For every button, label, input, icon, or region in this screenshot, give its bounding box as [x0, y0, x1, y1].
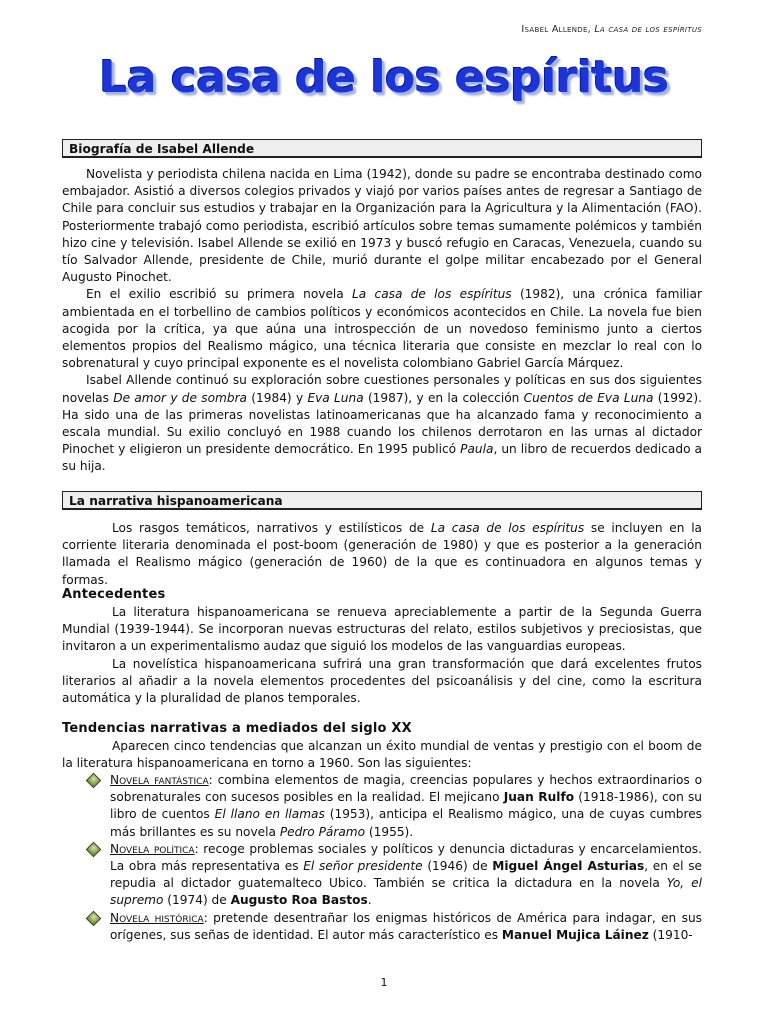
- paragraph: La literatura hispanoamericana se renueva apreciablemente a partir de la Segunda Guerra Mundial (1939-1944). Se incorporan nuevas estructuras del relato, estilos subjetivos y preciosistas, que invitaron a un experimentalismo audaz que siguió los modelos de las vanguardias europeas.: [62, 605, 702, 654]
- text-span: (1974) de: [163, 893, 231, 908]
- paragraph: [62, 286, 702, 372]
- text-span: (1987), y en la colección: [363, 390, 524, 405]
- text-span: Los rasgos temáticos, narrativos y estilísticos de: [112, 521, 431, 535]
- text-span: En el exilio escribió su primera novela: [86, 287, 353, 302]
- diamond-bullet-icon: [86, 910, 102, 926]
- narrativa-text: [62, 520, 702, 589]
- text-span: , en el se repudia al dictador guatemalteco Ubico. También se critica la dictadura en la novela: [110, 859, 703, 891]
- header-author: Isabel Allende,: [521, 24, 592, 35]
- list-item-lead: Novela política: [110, 841, 195, 856]
- author-name: Juan Rulfo: [503, 790, 575, 805]
- list-item: [88, 910, 702, 944]
- author-name: Manuel Mujica Láinez: [501, 927, 649, 942]
- page-title: La casa de los espíritus: [99, 52, 669, 103]
- tendencias-intro: [62, 738, 702, 772]
- text-span: (1992). Ha sido una de las primeras novelistas latinoamericanas que ha alcanzado fama y reconocimiento a escala mundial. Su exilio concluyó en 1988 cuando los chilenos derrotaron en las urnas al dictador Pinochet y eligieron un presidente democrático. En 1995 publicó: [62, 390, 702, 457]
- text-span: : recoge problemas sociales y políticos y denuncia dictaduras y encarcelamientos. La obra más representativa es: [110, 841, 702, 874]
- book-title: El señor presidente: [303, 859, 423, 874]
- list-item-lead: Novela fantástica: [110, 773, 209, 787]
- text-span: (1955).: [365, 824, 414, 839]
- text-span: se incluyen en la corriente literaria denominada el post-boom (generación de 1980) y que es posterior a la generación llamada el Realismo mágico (generación de 1960) de la que es continuadora en algunos temas y formas.: [62, 521, 703, 587]
- diamond-bullet-icon: [86, 773, 102, 789]
- list-item-lead: Novela histórica: [110, 910, 204, 925]
- text-span: Isabel Allende continuó su exploración sobre cuestiones personales y políticas en sus dos siguientes novelas: [62, 373, 702, 405]
- running-header: [521, 24, 702, 35]
- book-title: Pedro Páramo: [279, 824, 366, 839]
- subheading-tendencias: Tendencias narrativas a mediados del siglo XX: [62, 721, 412, 736]
- text-span: (1984) y: [247, 390, 308, 405]
- paragraph: [62, 520, 702, 589]
- section-heading-narrativa: [62, 491, 702, 510]
- book-title: El llano en llamas: [214, 807, 325, 822]
- text-span: : pretende desentrañar los enigmas históricos de América para indagar, en sus orígenes, sus señas de identidad. El autor más característico es: [110, 910, 702, 942]
- diamond-bullet-icon: [86, 842, 102, 858]
- text-span: (1953), anticipa el Realismo mágico, una de cuyas cumbres más brillantes es su novela: [110, 807, 702, 839]
- book-title: Paula: [460, 442, 494, 457]
- book-title: De amor y de sombra: [113, 390, 247, 405]
- paragraph: Aparecen cinco tendencias que alcanzan un éxito mundial de ventas y prestigio con el boom de la literatura hispanoamericana en torno a 1960. Son las siguientes:: [62, 739, 702, 771]
- section-heading-text: La narrativa hispanoamericana: [69, 494, 283, 508]
- header-book-title: La casa de los espíritus: [594, 24, 702, 35]
- text-span: (1918-1986), con su libro de cuentos: [110, 790, 703, 822]
- list-item: [88, 772, 702, 841]
- text-span: (1982), una crónica familiar ambientada en el torbellino de cambios políticos y económicos acontecidos en Chile. La novela fue bien acogida por la crítica, ya que aúna una introspección de un novedoso feminismo junto a ciertos elementos propios del Realismo mágico, una técnica literaria que consiste en mezclar lo real con lo sobrenatural y cuyo principal exponente es el novelista colombiano Gabriel García Márquez.: [62, 287, 702, 371]
- text-span: , un libro de recuerdos dedicado a su hija.: [62, 442, 702, 474]
- paragraph: La novelística hispanoamericana sufrirá una gran transformación que dará excelentes frutos literarios al añadir a la novela elementos procedentes del psicoanálisis y del cine, como la escritura automática y la pluralidad de planos temporales.: [62, 656, 702, 706]
- text-span: Novelista y periodista chilena nacida en Lima (1942), donde su padre se encontraba destinado como embajador. Asistió a diversos colegios privados y viajó por varios países antes de regresar a Santiago de Chile para concluir sus estudios y trabajar en la Organización para la Agricultura y la Alimentación (FAO). Posteriormente trabajó como periodista, escribió artículos sobre temas sumamente polémicos y también hizo cine y televisión. Isabel Allende se exilió en 1973 y buscó refugio en Caracas, Venezuela, cuando su tío Salvador Allende, presidente de Chile, murió durante el golpe militar encabezado por el General Augusto Pinochet.: [62, 167, 702, 285]
- book-title: Cuentos de Eva Luna: [523, 390, 654, 405]
- antecedentes-text: [62, 604, 702, 707]
- biografia-text: [62, 166, 702, 476]
- section-heading-text: Biografía de Isabel Allende: [69, 142, 255, 156]
- section-heading-biografia: [62, 139, 702, 158]
- tendencias-list: [88, 772, 702, 944]
- book-title: Eva Luna: [307, 390, 364, 405]
- page-number: 1: [380, 976, 388, 989]
- paragraph: [62, 372, 702, 475]
- list-item: [88, 841, 702, 910]
- book-title: Yo, el supremo: [110, 876, 702, 908]
- book-title: La casa de los espíritus: [430, 521, 585, 535]
- book-title: La casa de los espíritus: [352, 287, 512, 302]
- text-span: .: [367, 893, 372, 908]
- text-span: : combina elementos de magia, creencias populares y hechos extraordinarios o sobrenaturales con sucesos posibles en la realidad. El mejicano: [110, 773, 702, 805]
- paragraph: [62, 166, 702, 286]
- author-name: Miguel Ángel Asturias: [492, 859, 645, 874]
- author-name: Augusto Roa Bastos: [230, 893, 368, 908]
- text-span: (1946) de: [422, 859, 493, 874]
- text-span: (1910-: [648, 927, 693, 942]
- subheading-antecedentes: Antecedentes: [62, 587, 166, 602]
- title-wrap: [0, 52, 768, 103]
